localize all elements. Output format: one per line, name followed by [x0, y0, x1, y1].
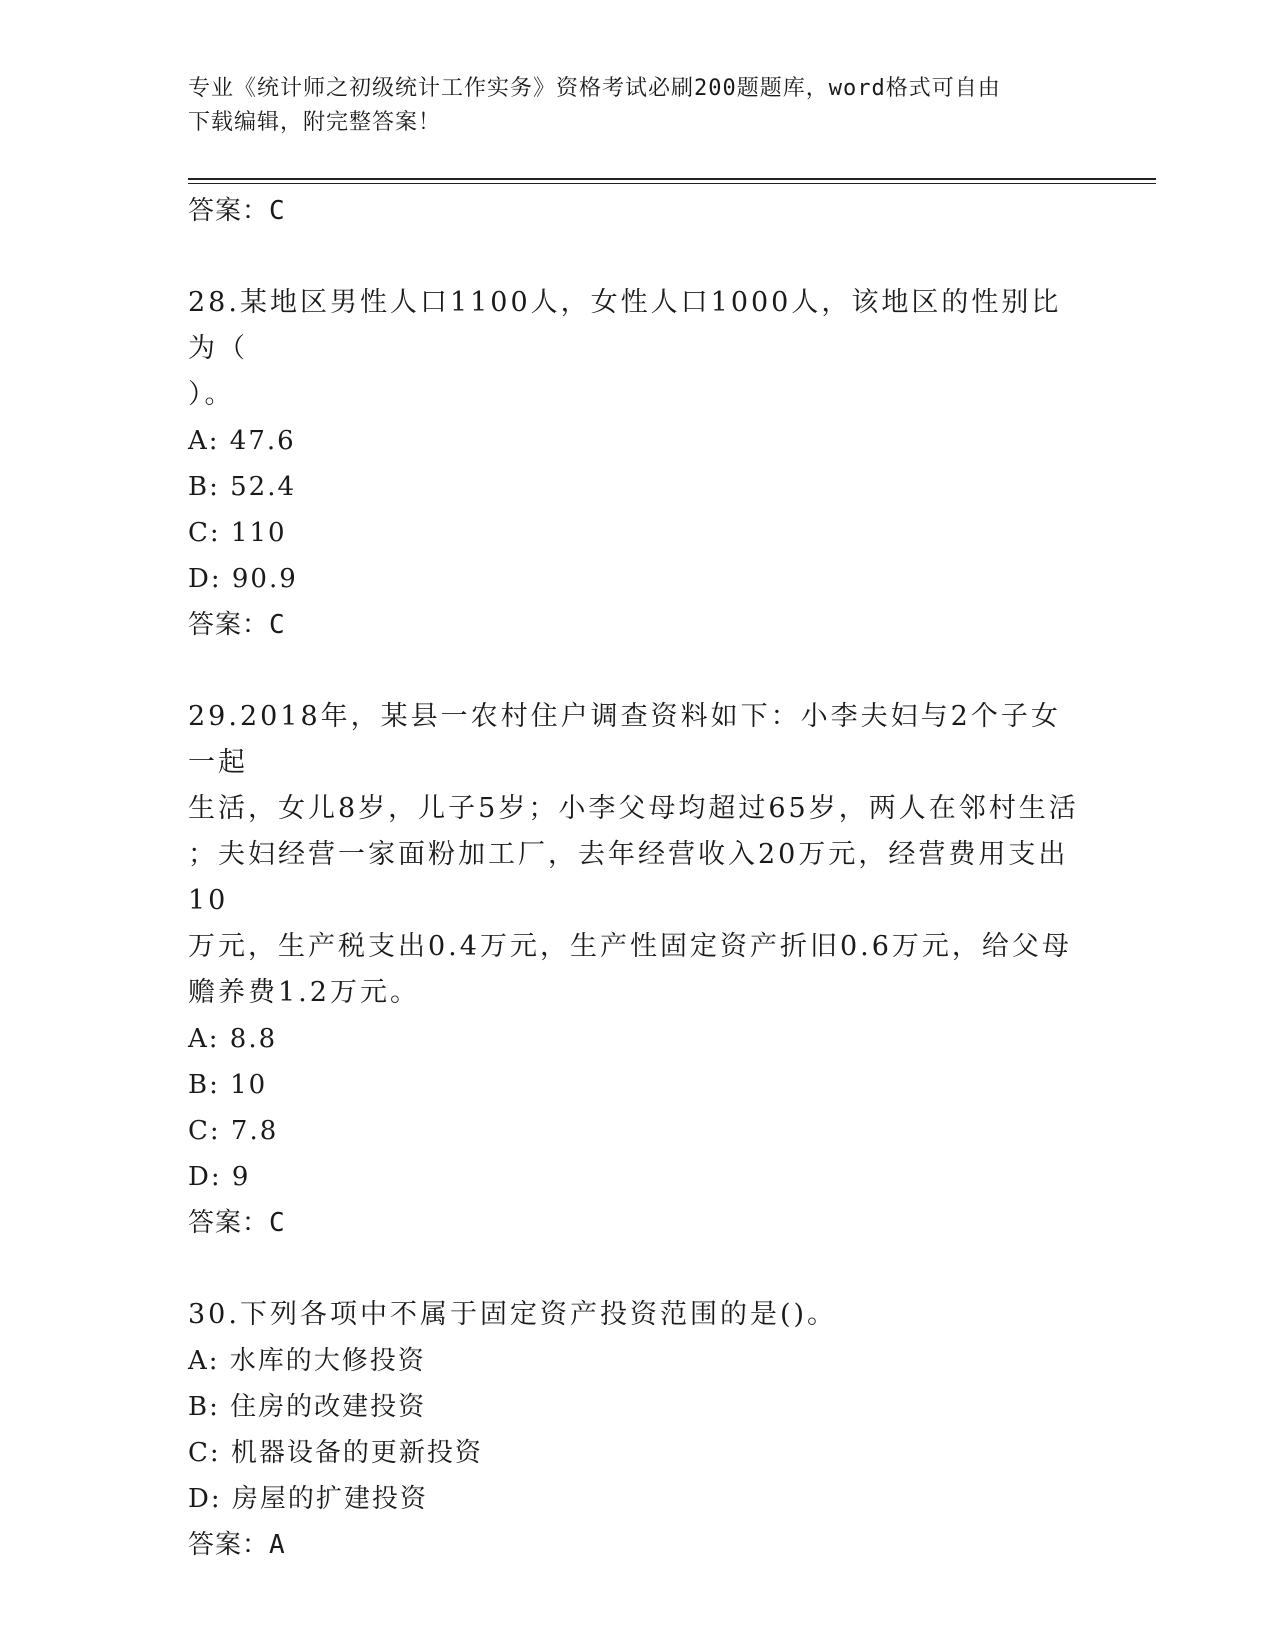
header-divider-thin — [188, 183, 1156, 184]
option-a: A: 8.8 — [188, 1024, 278, 1054]
question-text-line: 28.某地区男性人口1100人，女性人口1000人，该地区的性别比为（ — [188, 287, 1062, 364]
question-text-line: 生活，女儿8岁，儿子5岁；小李父母均超过65岁，两人在邻村生活 — [188, 793, 1079, 824]
option-b: B: 52.4 — [188, 472, 297, 502]
header-line-2: 下载编辑，附完整答案！ — [188, 110, 442, 135]
option-b: B: 10 — [188, 1070, 268, 1100]
previous-answer: 答案：C — [188, 196, 286, 226]
option-b: B: 住房的改建投资 — [188, 1392, 427, 1422]
option-d: D: 9 — [188, 1162, 251, 1192]
option-c: C: 7.8 — [188, 1116, 279, 1146]
question-text-line: 万元，生产税支出0.4万元，生产性固定资产折旧0.6万元，给父母 — [188, 931, 1072, 962]
question-text-line: 赡养费1.2万元。 — [188, 977, 420, 1008]
option-c: C: 机器设备的更新投资 — [188, 1438, 483, 1468]
option-d: D: 房屋的扩建投资 — [188, 1484, 428, 1514]
header-divider-thick — [188, 178, 1156, 180]
answer: 答案：A — [188, 1530, 286, 1560]
question-29 — [188, 694, 1088, 1246]
question-text-line: 29.2018年，某县一农村住户调查资料如下：小李夫妇与2个子女一起 — [188, 701, 1061, 778]
question-text-line: ）。 — [188, 379, 235, 410]
option-d: D: 90.9 — [188, 564, 298, 594]
question-28 — [188, 280, 1088, 648]
spacer — [188, 1246, 1088, 1292]
question-30 — [188, 1292, 1088, 1568]
header-line-1: 专业《统计师之初级统计工作实务》资格考试必刷200题题库，word格式可自由 — [188, 76, 1001, 101]
question-text-line: ；夫妇经营一家面粉加工厂，去年经营收入20万元，经营费用支出10 — [188, 839, 1069, 916]
option-c: C: 110 — [188, 518, 287, 548]
document-header — [188, 72, 1088, 140]
question-text-line: 30.下列各项中不属于固定资产投资范围的是()。 — [188, 1299, 838, 1330]
document-body — [188, 188, 1088, 1568]
answer: 答案：C — [188, 1208, 286, 1238]
spacer — [188, 234, 1088, 280]
spacer — [188, 648, 1088, 694]
option-a: A: 47.6 — [188, 426, 296, 456]
answer: 答案：C — [188, 610, 286, 640]
option-a: A: 水库的大修投资 — [188, 1346, 426, 1376]
